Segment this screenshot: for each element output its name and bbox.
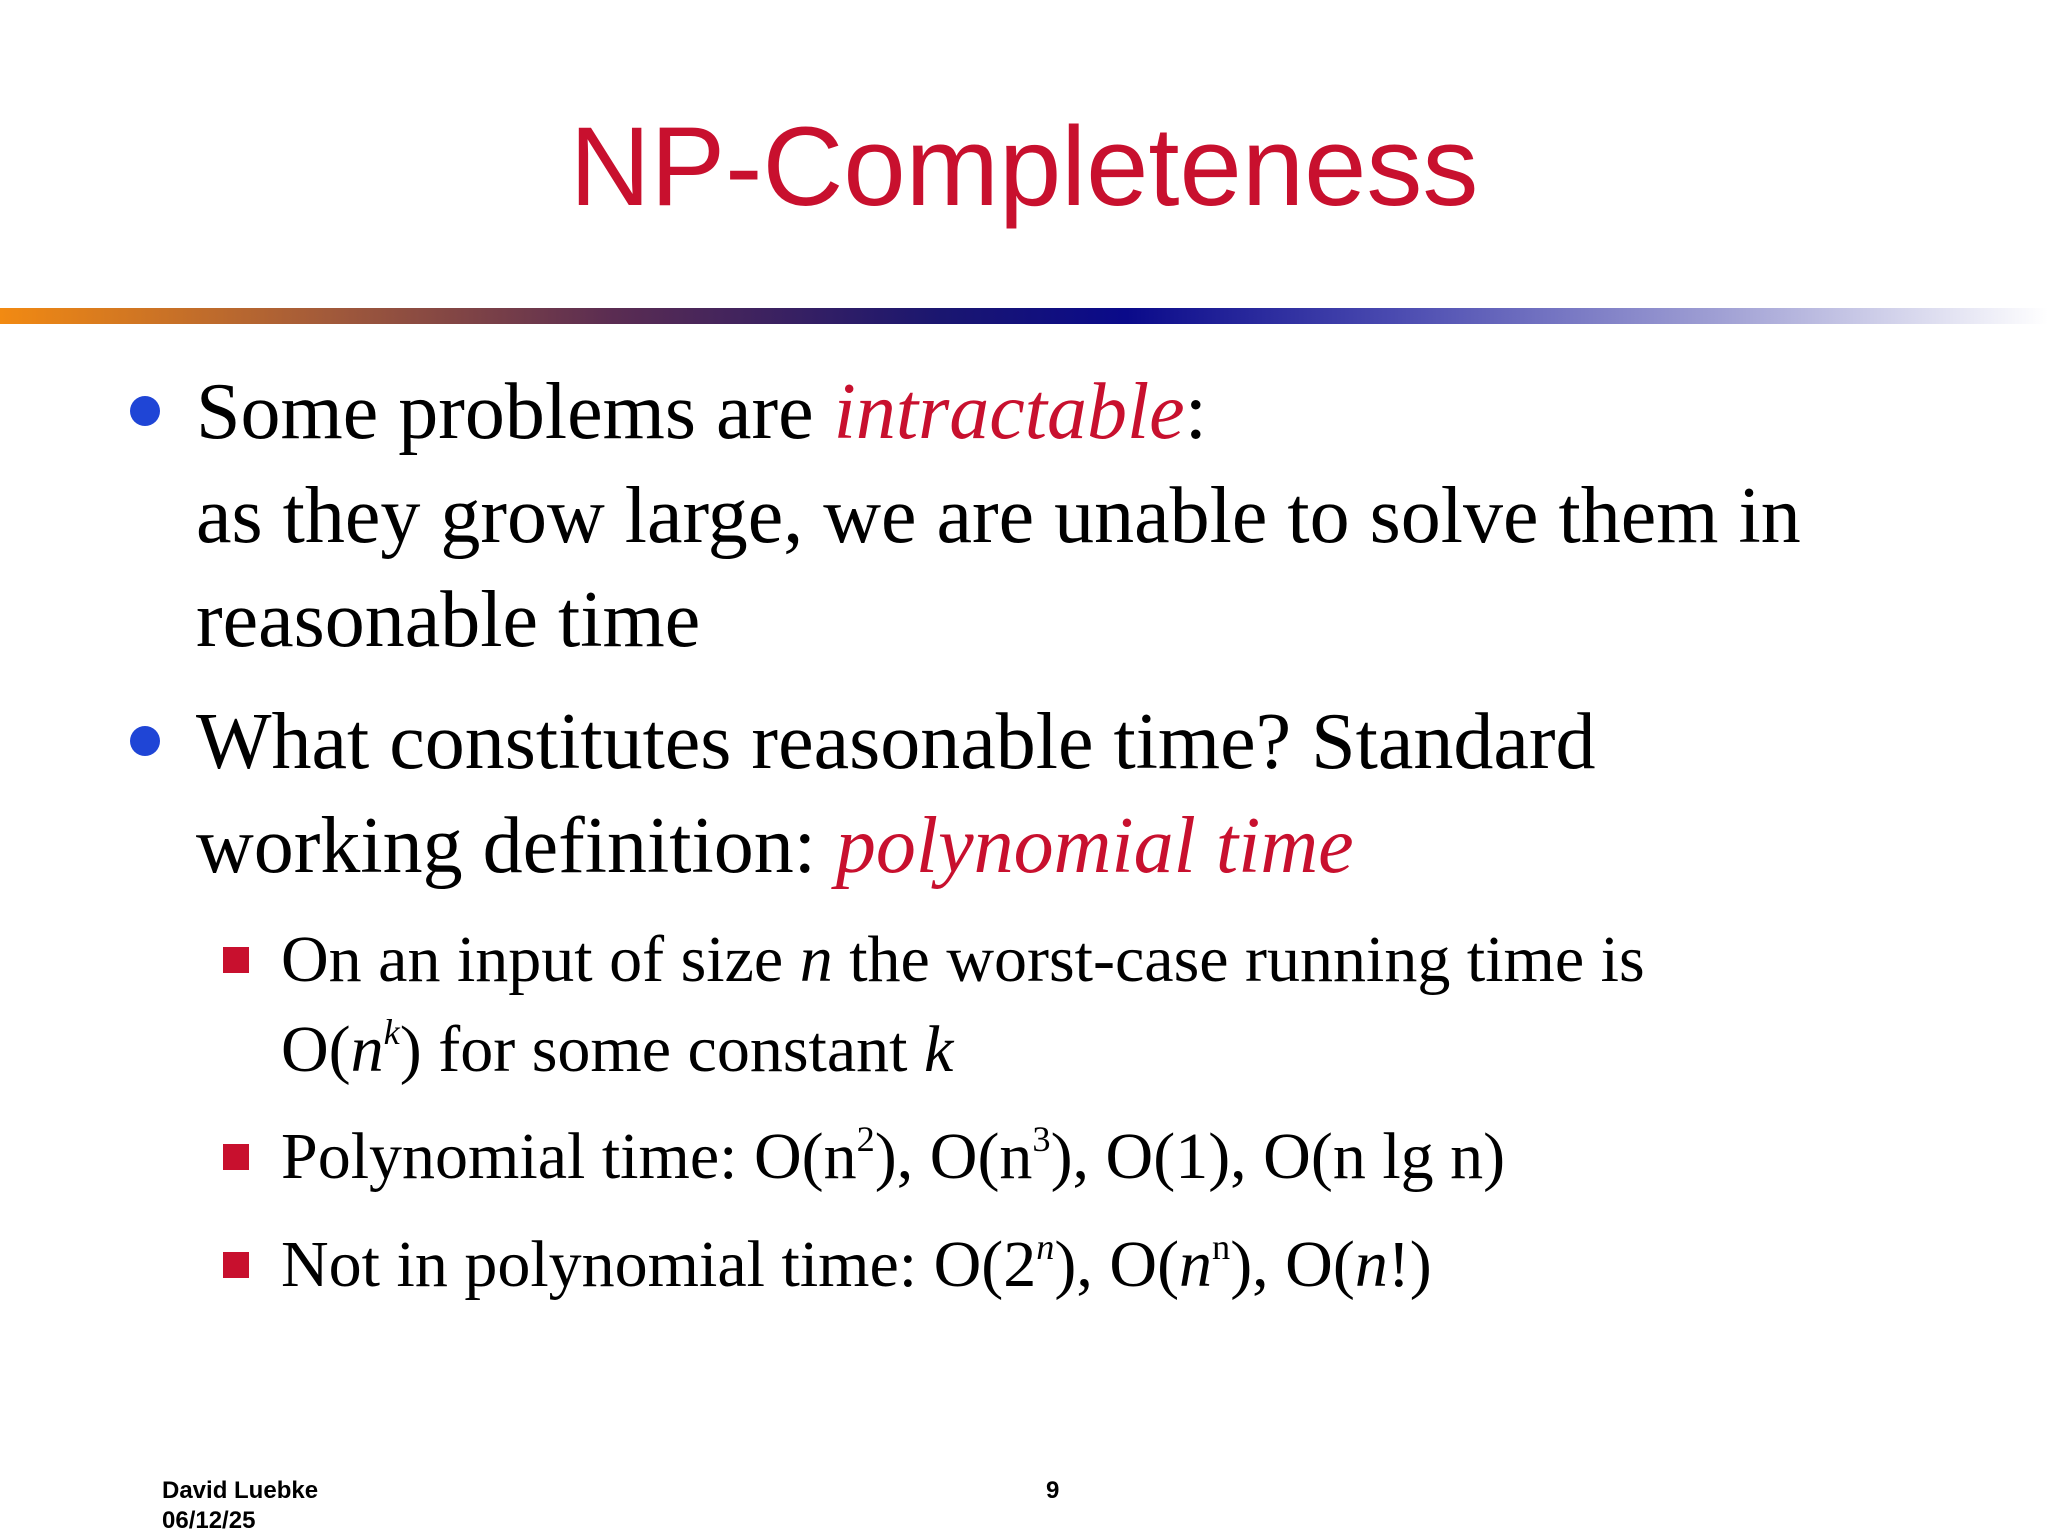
bullet-text: ), O( [1054, 1228, 1180, 1301]
bullet-square-icon [223, 1144, 249, 1170]
bullet-text: On an input of size [281, 923, 800, 996]
math-var: n [1179, 1228, 1213, 1301]
subbullet-polynomial-examples [281, 1112, 1981, 1202]
bullet-text: working definition: [196, 802, 836, 890]
bullet-square-icon [223, 947, 249, 973]
emphasis-intractable: intractable [833, 368, 1185, 456]
bullet-dot-icon [130, 396, 160, 426]
bullet-reasonable-time [196, 690, 1996, 898]
subbullet-input-size [281, 915, 1981, 1095]
bullet-text: Polynomial time: O(n [281, 1120, 857, 1193]
emphasis-polynomial-time: polynomial time [835, 802, 1354, 890]
bullet-text: : [1184, 368, 1207, 456]
slide-title: NP-Completeness [569, 104, 1479, 229]
footer-author [162, 1476, 318, 1536]
page-number: 9 [1046, 1477, 1060, 1504]
bullet-text: O( [281, 1013, 351, 1086]
bullet-square-icon [223, 1252, 249, 1278]
math-exponent: 3 [1032, 1118, 1051, 1159]
math-var: k [923, 1013, 954, 1086]
bullet-text: ), O(1), O(n lg n) [1050, 1120, 1506, 1193]
bullet-text: ), O(n [874, 1120, 1033, 1193]
bullet-dot-icon [130, 726, 160, 756]
bullet-text: as they grow large, we are unable to solve them in [196, 472, 1801, 560]
math-exponent: n [1212, 1226, 1231, 1267]
slide-date: 06/12/25 [162, 1507, 256, 1534]
bullet-text: What constitutes reasonable time? Standard [196, 698, 1596, 786]
math-exponent: 2 [856, 1118, 875, 1159]
math-var: n [1354, 1228, 1388, 1301]
bullet-text: ) for some constant [399, 1013, 924, 1086]
math-exponent: k [383, 1011, 400, 1052]
bullet-text: ), O( [1230, 1228, 1355, 1301]
math-var: n [350, 1013, 384, 1086]
bullet-text: Some problems are [196, 368, 834, 456]
math-exponent: n [1036, 1226, 1055, 1267]
subbullet-nonpolynomial-examples [281, 1220, 1981, 1310]
bullet-text: Not in polynomial time: O(2 [281, 1228, 1037, 1301]
bullet-text: !) [1387, 1228, 1432, 1301]
bullet-text: reasonable time [196, 576, 701, 664]
author-name: David Luebke [162, 1477, 319, 1504]
bullet-intractable [196, 360, 1996, 672]
math-var: n [799, 923, 833, 996]
bullet-text: the worst-case running time is [832, 923, 1645, 996]
